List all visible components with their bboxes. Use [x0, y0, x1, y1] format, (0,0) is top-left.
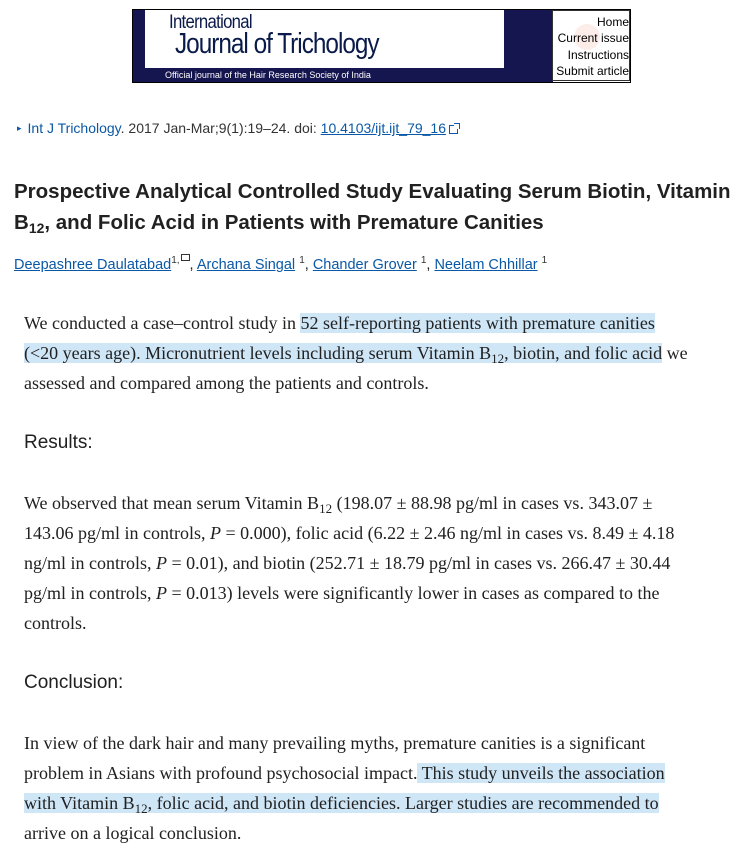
body-text: problem in Asians with profound psychosocial impact. [24, 763, 418, 783]
body-text: Micronutrient levels including serum Vitamin B [145, 343, 492, 363]
author-link[interactable]: Archana Singal [196, 257, 296, 273]
p-symbol: P [210, 523, 221, 543]
body-line [24, 308, 754, 338]
highlighted-text: This study unveils the association [417, 763, 665, 783]
body-line: assessed and compared among the patients and controls. [24, 373, 429, 393]
body-text: ng/ml in controls, [24, 553, 156, 573]
citation-details: . 2017 Jan-Mar;9(1):19–24. doi: [120, 120, 321, 136]
p-symbol: P [156, 583, 167, 603]
subscript: 12 [319, 501, 333, 516]
nav-instructions-link[interactable]: Instructions [567, 47, 629, 62]
journal-link[interactable]: Int J Trichology [27, 120, 121, 136]
highlighted-text: 52 self-reporting patients with premature canities [300, 313, 655, 333]
p-symbol: P [156, 553, 167, 573]
abstract-body [24, 308, 754, 848]
body-line [24, 758, 754, 788]
body-text: We observed that mean serum Vitamin B [24, 493, 320, 513]
body-line: arrive on a logical conclusion. [24, 823, 242, 843]
banner-logo-area[interactable] [133, 10, 553, 82]
author-affiliation[interactable]: 1 [541, 255, 548, 266]
banner-title-line2: Journal of Trichology [175, 28, 379, 60]
author-affiliation[interactable]: 1 [420, 255, 427, 266]
body-line [24, 788, 754, 818]
mail-icon[interactable] [181, 254, 190, 261]
highlighted-text: (<20 years age). [24, 343, 146, 363]
body-text: = 0.013) levels were significantly lower in cases as compared to the [167, 583, 660, 603]
author-affiliation[interactable]: 1 [299, 255, 305, 266]
conclusion-heading: Conclusion: [24, 672, 124, 693]
results-heading: Results: [24, 432, 93, 453]
body-text: 143.06 pg/ml in controls, [24, 523, 210, 543]
body-text: we [662, 343, 688, 363]
body-text: pg/ml in controls, [24, 583, 156, 603]
title-line-2-rest: , and Folic Acid in Patients with Premature Canities [44, 211, 544, 234]
citation-line [17, 120, 458, 136]
body-line [24, 548, 754, 578]
subscript: 12 [491, 351, 505, 366]
body-text: = 0.01), and biotin (252.71 ± 18.79 pg/ml in cases vs. 266.47 ± 30.44 [167, 553, 671, 573]
highlighted-text [24, 793, 659, 816]
body-text: , biotin, and folic acid [504, 343, 663, 363]
nav-box-frame [552, 10, 630, 81]
body-text: We conducted a case–control study in [24, 313, 301, 333]
title-subscript: 12 [28, 220, 45, 236]
author-link[interactable]: Neelam Chhillar [434, 257, 538, 273]
author-affiliation[interactable]: 1, [171, 255, 180, 266]
body-text: with Vitamin B [24, 793, 135, 813]
body-line [24, 338, 754, 368]
body-line: In view of the dark hair and many prevailing myths, premature canities is a significant [24, 733, 646, 753]
title-line-1: Prospective Analytical Controlled Study Evaluating Serum Biotin, Vitamin [14, 180, 731, 203]
body-text: (198.07 ± 88.98 pg/ml in cases vs. 343.07 ± [332, 493, 653, 513]
expand-arrow-icon[interactable]: ▸ [17, 123, 22, 133]
body-line [24, 518, 754, 548]
title-b: B [14, 211, 29, 234]
banner-title-line1: International [169, 12, 252, 33]
nav-home-link[interactable]: Home [596, 15, 629, 29]
banner-title-box [145, 10, 504, 68]
article-title [14, 176, 754, 238]
author-link[interactable]: Chander Grover [312, 257, 417, 273]
body-line [24, 578, 754, 608]
title-line-2 [14, 207, 754, 238]
body-text: = 0.000), folic acid (6.22 ± 2.46 ng/ml in cases vs. 8.49 ± 4.18 [221, 523, 675, 543]
highlighted-text [145, 343, 663, 366]
author-link[interactable]: Deepashree Daulatabad [14, 257, 172, 273]
body-line [24, 488, 754, 518]
body-line: controls. [24, 613, 87, 633]
author-list: Deepashree Daulatabad$^{1,}$ , Archana Singal $^1$, Chander Grover $^1$, Neelam Chhillar $^1$ [14, 255, 548, 273]
nav-current-issue-link[interactable]: Current issue [557, 31, 629, 46]
external-link-icon [449, 125, 458, 134]
body-text: , folic acid, and biotin deficiencies. Larger studies are recommended to [147, 793, 659, 813]
banner-subtitle: Official journal of the Hair Research Society of India [165, 70, 371, 80]
doi-link[interactable]: 10.4103/ijt.ijt_79_16 [320, 120, 446, 136]
nav-submit-article-link[interactable]: Submit article [556, 63, 629, 78]
subscript: 12 [134, 801, 148, 816]
